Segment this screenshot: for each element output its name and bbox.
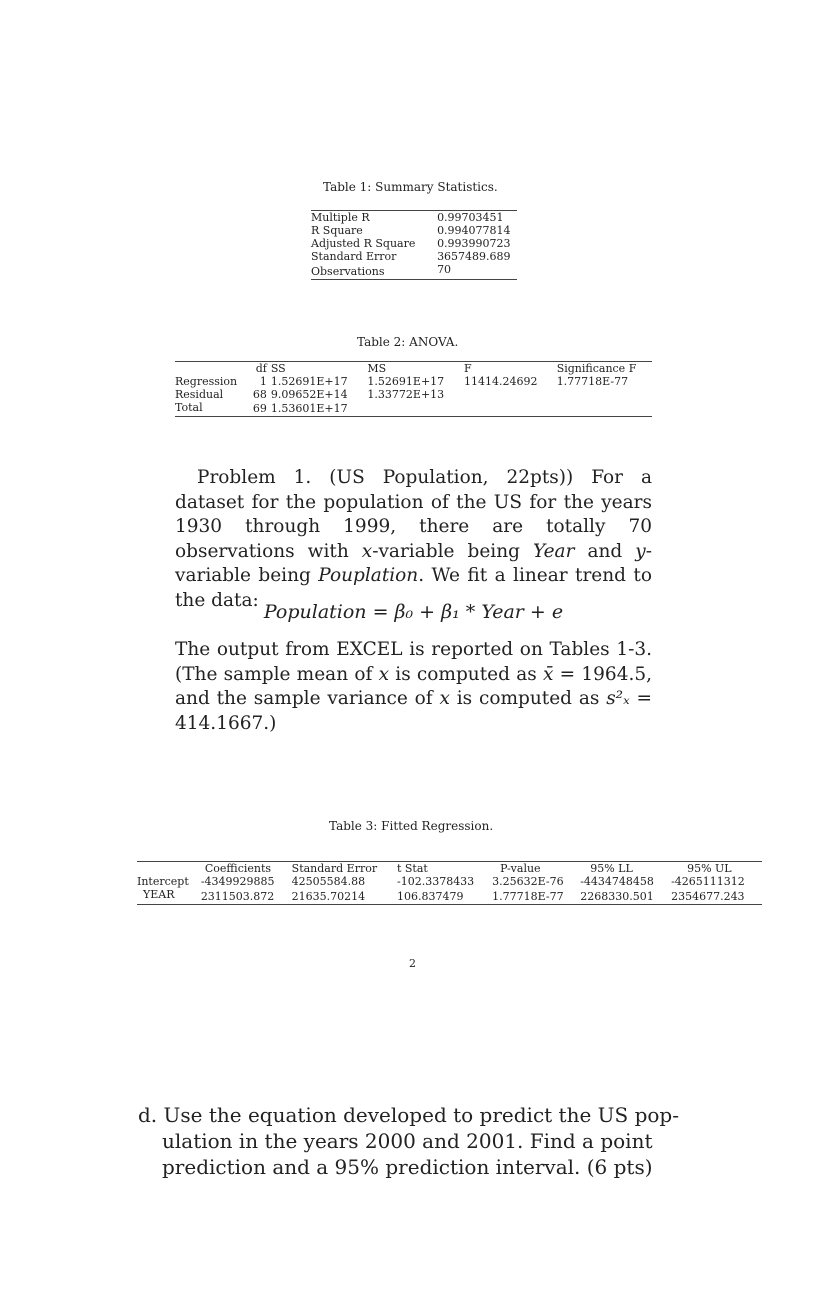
t3-header (137, 862, 201, 876)
t3-cell: 1.77718E-77 (492, 889, 564, 903)
problem-text: = 1964.5, and the (175, 663, 653, 709)
problem-text: -variable (372, 540, 455, 562)
table2-caption: Table 2: ANOVA. (357, 335, 459, 349)
table3-fitted-regression (137, 861, 762, 905)
problem-statement (175, 466, 652, 613)
table1-caption: Table 1: Summary Statistics. (323, 180, 498, 194)
t3-cell: 2311503.872 (200, 889, 275, 903)
t3-cell: -4434748458 (580, 875, 654, 888)
t3-cell: 106.837479 (396, 889, 464, 903)
t1-value: 0.99703451 (437, 211, 504, 224)
year-word: Year (533, 540, 575, 562)
t2-cell: 11414.24692 (464, 375, 538, 388)
t3-cell: 2354677.243 (671, 889, 745, 903)
question-d-line: d. Use the equation developed to predict the US pop- (138, 1103, 679, 1127)
t3-header: 95% UL (687, 862, 732, 875)
t2-cell: 1.33772E+13 (367, 388, 445, 401)
t3-header: t Stat (396, 862, 428, 875)
t2-header: MS (367, 362, 387, 375)
t2-cell: 69 (252, 402, 267, 415)
table1-summary-statistics (311, 210, 517, 280)
t3-cell: 3.25632E-76 (492, 875, 564, 888)
problem-text: . We fit a (418, 565, 506, 586)
t1-value: 3657489.689 (437, 250, 511, 263)
x-variable: x (378, 663, 390, 685)
problem-text: is computed as (449, 688, 607, 709)
s-squared: s²ₓ (606, 688, 630, 709)
t3-header: Coefficients (204, 862, 272, 875)
t3-cell: 42505584.88 (291, 875, 366, 888)
t3-header: 95% LL (590, 862, 633, 875)
t1-value: 70 (437, 263, 452, 276)
problem-output-note (175, 638, 652, 736)
t2-cell: Regression (175, 375, 238, 388)
problem-text: sample variance of (253, 688, 440, 709)
t3-cell: 2268330.501 (580, 889, 654, 903)
problem-text: for the population of the US for the years 1930 through (175, 491, 652, 537)
question-d (138, 1102, 698, 1180)
t2-header: F (464, 362, 472, 375)
problem-text: 1999, there are totally 70 observations with (175, 516, 652, 562)
x-bar: x̄ (542, 663, 554, 685)
y-variable: y (635, 540, 646, 562)
problem-text: being (467, 540, 533, 562)
t1-value: 0.994077814 (437, 224, 511, 237)
t2-cell: 1 (259, 375, 267, 388)
pop-word: Pouplation (318, 565, 419, 586)
problem-text: linear trend to the data: (175, 565, 652, 611)
x-variable: x (439, 688, 450, 709)
t1-label: Standard Error (311, 250, 397, 263)
t2-cell (557, 388, 652, 401)
t2-cell (367, 401, 464, 417)
problem-text: is computed as (389, 663, 543, 685)
t2-cell (464, 388, 557, 401)
t2-cell: 1.53601E+17 (270, 402, 348, 415)
problem-lead: Problem 1. (197, 467, 312, 488)
t2-cell: Total (175, 401, 203, 414)
t2-cell: Residual (175, 388, 224, 401)
t3-header: Standard Error (291, 862, 378, 875)
t1-value: 0.993990723 (437, 237, 511, 250)
question-d-line: prediction and a 95% prediction interval. (6 pts) (162, 1155, 653, 1179)
table2-anova (175, 361, 652, 417)
problem-text: sample mean of (223, 663, 379, 685)
t3-cell: 21635.70214 (291, 889, 366, 903)
t2-cell (464, 401, 557, 417)
t2-header (175, 362, 249, 376)
t2-header: Significance F (556, 362, 637, 375)
x-variable: x (361, 540, 373, 562)
t3-cell: YEAR (143, 888, 175, 901)
problem-text: and (574, 540, 636, 562)
t2-cell: 1.52691E+17 (270, 375, 348, 388)
table3-caption: Table 3: Fitted Regression. (329, 819, 494, 833)
t1-label: R Square (311, 224, 363, 237)
t3-cell: -102.3378433 (396, 875, 475, 888)
problem-text: The output from EXCEL is reported on Tables 1-3. (The (175, 639, 652, 685)
t2-header: SS (270, 362, 286, 375)
question-d-line: ulation in the years 2000 and 2001. Find a point (162, 1129, 653, 1153)
t3-cell: Intercept (137, 875, 189, 888)
t2-cell: 1.52691E+17 (367, 375, 445, 388)
t2-header: df (255, 362, 267, 375)
problem-text: -variable being (175, 540, 652, 586)
t1-label: Observations (311, 264, 385, 278)
t3-cell: -4265111312 (671, 875, 745, 888)
t3-cell: -4349929885 (200, 875, 275, 888)
t2-cell (557, 401, 652, 417)
problem-text: = 414.1667.) (175, 688, 652, 734)
t2-cell: 9.09652E+14 (270, 388, 348, 401)
t3-header: P-value (500, 862, 541, 875)
problem-text: (US Population, 22pts)) For a dataset (175, 467, 652, 513)
t2-cell: 1.77718E-77 (556, 375, 629, 388)
t2-cell: 68 (252, 388, 267, 401)
page-number: 2 (409, 957, 416, 970)
t1-label: Multiple R (311, 211, 370, 224)
t1-label: Adjusted R Square (311, 237, 416, 250)
regression-equation: Population = β₀ + β₁ * Year + e (263, 601, 564, 623)
